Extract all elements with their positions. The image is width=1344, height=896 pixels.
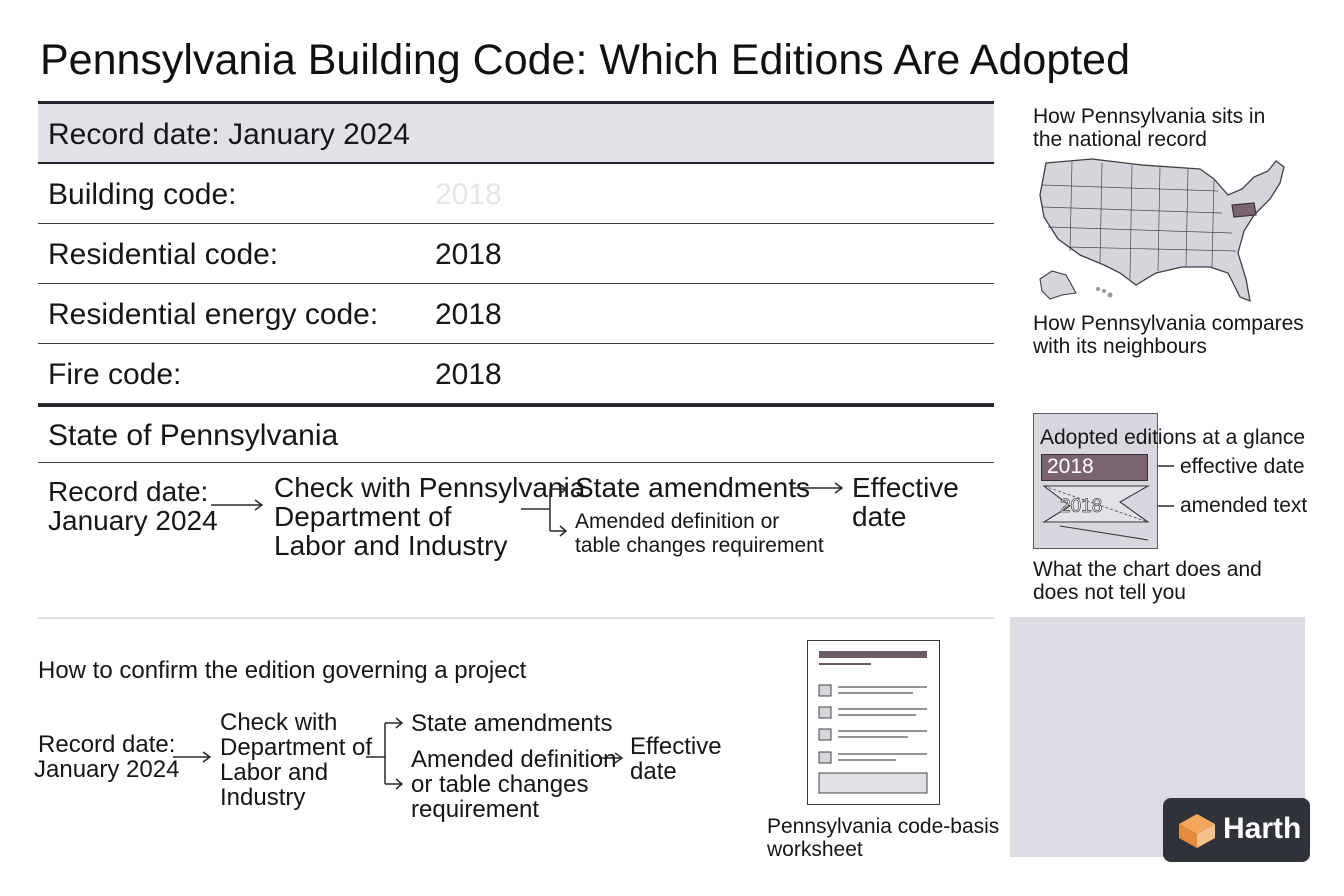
flow-branch-line: requirement bbox=[411, 796, 540, 823]
flow-branch-b bbox=[411, 747, 616, 822]
caption-line: the national record bbox=[1033, 128, 1207, 151]
us-map-icon bbox=[1032, 155, 1290, 307]
flow-branch-line: or table changes bbox=[411, 771, 589, 798]
row-label: Building code: bbox=[48, 178, 237, 211]
row-label: Residential energy code: bbox=[48, 298, 379, 331]
flow-check-line: Department of bbox=[274, 501, 452, 532]
flow-end bbox=[630, 734, 722, 784]
map-caption bbox=[1033, 105, 1265, 151]
flow-branch-line: table changes requirement bbox=[575, 534, 824, 557]
flow-end-line: Effective bbox=[630, 733, 722, 760]
flow-start-line: Record date: bbox=[38, 731, 176, 758]
row-value: 2018 bbox=[435, 178, 502, 211]
caption-line: with its neighbours bbox=[1033, 335, 1207, 358]
record-date-header: Record date: January 2024 bbox=[48, 118, 410, 151]
flow-check-line: Check with Pennsylvania bbox=[274, 472, 586, 503]
compare-caption bbox=[1033, 312, 1304, 358]
row-label: Fire code: bbox=[48, 358, 182, 391]
bottom-flow-heading: How to confirm the edition governing a project bbox=[38, 657, 527, 684]
worksheet-caption bbox=[767, 815, 999, 861]
flow-check-line: Labor and Industry bbox=[274, 530, 508, 561]
flow-start-line: Record date: bbox=[48, 476, 209, 507]
flow-branch-line: Amended definition or bbox=[575, 510, 780, 533]
flow-branch-a: State amendments bbox=[575, 472, 811, 503]
arrow-icon bbox=[792, 483, 842, 493]
flow-check-line: Industry bbox=[220, 784, 306, 811]
row-value: 2018 bbox=[435, 238, 502, 271]
flow-end-line: date bbox=[852, 501, 907, 532]
glance-year: 2018 bbox=[1047, 455, 1094, 478]
section-divider bbox=[38, 617, 994, 619]
caption-line: What the chart does and bbox=[1033, 558, 1262, 581]
row-value: 2018 bbox=[435, 298, 502, 331]
row-label: Residential code: bbox=[48, 238, 279, 271]
flow-start-line: January 2024 bbox=[34, 756, 180, 783]
caption-line: How Pennsylvania compares bbox=[1033, 312, 1304, 335]
document-icon bbox=[808, 641, 939, 804]
state-label: State of Pennsylvania bbox=[48, 419, 339, 452]
flow-check bbox=[220, 710, 372, 810]
flow-end-line: date bbox=[630, 758, 677, 785]
worksheet-illustration bbox=[807, 640, 940, 805]
flow-branch-line: Amended definition bbox=[411, 746, 617, 773]
glance-title: Adopted editions at a glance bbox=[1040, 426, 1306, 449]
chart-note bbox=[1033, 558, 1262, 604]
flow-start bbox=[34, 732, 179, 782]
arrow-icon bbox=[521, 484, 566, 536]
flow-start-line: January 2024 bbox=[48, 505, 218, 536]
flow-check-line: Department of bbox=[220, 734, 373, 761]
flow-branch-a: State amendments bbox=[411, 710, 613, 737]
caption-line: Pennsylvania code-basis bbox=[767, 815, 1000, 838]
flow-end-line: Effective bbox=[852, 472, 959, 503]
flow-check-line: Labor and bbox=[220, 759, 329, 786]
amended-text-label: amended text bbox=[1180, 494, 1308, 517]
row-value: 2018 bbox=[435, 358, 502, 391]
glance-year-faded: 2018 bbox=[1060, 496, 1103, 517]
caption-line: does not tell you bbox=[1033, 581, 1186, 604]
logo-icon bbox=[1177, 810, 1217, 850]
effective-date-label: effective date bbox=[1180, 455, 1305, 478]
flow-check-line: Check with bbox=[220, 709, 338, 736]
caption-line: How Pennsylvania sits in bbox=[1033, 105, 1266, 128]
caption-line: worksheet bbox=[767, 838, 863, 861]
arrow-icon bbox=[211, 500, 262, 510]
logo-text: Harth bbox=[1223, 812, 1302, 845]
page-title: Pennsylvania Building Code: Which Editions Are Adopted bbox=[40, 36, 1131, 84]
